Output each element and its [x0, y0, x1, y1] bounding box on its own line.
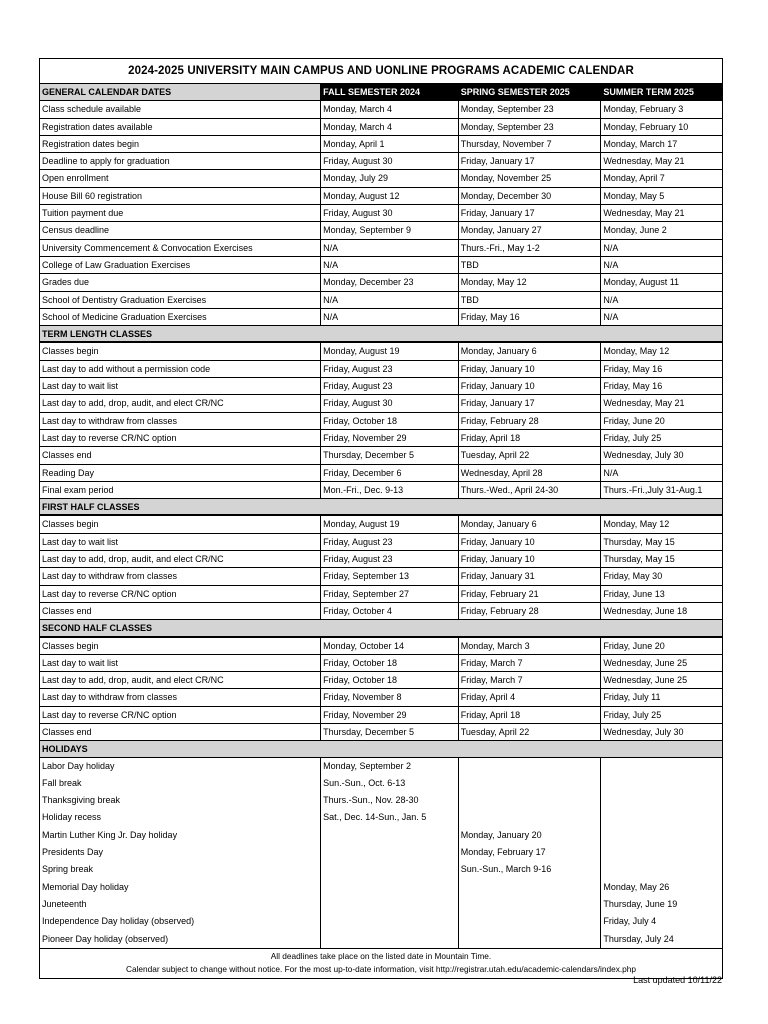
table-row [40, 931, 722, 948]
fall-date: Monday, August 19 [320, 515, 458, 532]
table-row [40, 567, 722, 584]
table-row [40, 360, 722, 377]
date-label: Last day to withdraw from classes [40, 412, 320, 429]
table-row [40, 100, 722, 117]
table-row [40, 342, 722, 359]
spring-date: Monday, March 3 [458, 637, 601, 654]
table-row [40, 446, 722, 463]
fall-date: Friday, August 30 [320, 204, 458, 221]
date-label: Registration dates begin [40, 135, 320, 152]
spring-date: TBD [458, 291, 601, 308]
fall-date: Thursday, December 5 [320, 446, 458, 463]
fall-date: Monday, March 4 [320, 100, 458, 117]
table-row [40, 204, 722, 221]
fall-date [320, 844, 458, 861]
fall-date [320, 879, 458, 896]
summer-date: Friday, June 13 [600, 585, 722, 602]
table-row [40, 550, 722, 567]
spring-date [458, 792, 601, 809]
fall-date: Friday, October 18 [320, 412, 458, 429]
fall-date: Monday, September 2 [320, 758, 458, 775]
spring-date: Tuesday, April 22 [458, 446, 601, 463]
date-label: Classes begin [40, 515, 320, 532]
spring-date: Thurs.-Fri., May 1-2 [458, 239, 601, 256]
spring-date: Friday, April 18 [458, 429, 601, 446]
table-row [40, 152, 722, 169]
summer-date [600, 844, 722, 861]
table-row [40, 533, 722, 550]
spring-date: Friday, April 4 [458, 688, 601, 705]
fall-date: Friday, October 4 [320, 602, 458, 619]
spring-date: Friday, April 18 [458, 706, 601, 723]
summer-date: Friday, June 20 [600, 412, 722, 429]
calendar-title: 2024-2025 UNIVERSITY MAIN CAMPUS AND UONLINE PROGRAMS ACADEMIC CALENDAR [128, 65, 634, 77]
summer-date: Monday, May 12 [600, 342, 722, 359]
spring-date: Friday, March 7 [458, 654, 601, 671]
summer-date: Thursday, June 19 [600, 896, 722, 913]
date-label: Last day to reverse CR/NC option [40, 706, 320, 723]
date-label: Deadline to apply for graduation [40, 152, 320, 169]
fall-date: Monday, August 12 [320, 187, 458, 204]
table-row [40, 585, 722, 602]
summer-date: N/A [600, 239, 722, 256]
fall-date: Monday, December 23 [320, 273, 458, 290]
date-label: Last day to add without a permission code [40, 360, 320, 377]
date-label: Fall break [42, 777, 82, 788]
date-label: Last day to wait list [40, 654, 320, 671]
table-row [40, 827, 722, 844]
table-row [40, 394, 722, 411]
summer-date: Friday, July 25 [600, 429, 722, 446]
date-label: Martin Luther King Jr. Day holiday [42, 829, 178, 840]
table-row [40, 464, 722, 481]
spring-date: Friday, February 28 [458, 412, 601, 429]
table-row [40, 256, 722, 273]
summer-date: Thursday, May 15 [600, 550, 722, 567]
date-label: Last day to wait list [40, 377, 320, 394]
date-label: Juneteenth [42, 898, 87, 909]
summer-date: Wednesday, May 21 [600, 204, 722, 221]
summer-date: Friday, May 16 [600, 360, 722, 377]
fall-date: Monday, October 14 [320, 637, 458, 654]
calendar-footer [40, 948, 722, 978]
summer-date: Friday, May 30 [600, 567, 722, 584]
header-fall-semester: FALL SEMESTER 2024 [320, 83, 458, 100]
summer-date: Monday, June 2 [600, 221, 722, 238]
spring-date: Monday, January 20 [458, 827, 601, 844]
summer-date: Monday, May 12 [600, 515, 722, 532]
date-label: Last day to add, drop, audit, and elect CR/NC [40, 671, 320, 688]
date-label: Memorial Day holiday [42, 881, 129, 892]
date-label: Registration dates available [40, 118, 320, 135]
summer-date: Monday, May 26 [600, 879, 722, 896]
table-row [40, 291, 722, 308]
table-row [40, 515, 722, 532]
section-header [40, 498, 722, 515]
fall-date: Friday, August 30 [320, 394, 458, 411]
summer-date: Thursday, May 15 [600, 533, 722, 550]
spring-date: Monday, January 27 [458, 221, 601, 238]
table-row [40, 135, 722, 152]
fall-date: Friday, August 23 [320, 550, 458, 567]
date-label: Last day to reverse CR/NC option [40, 429, 320, 446]
table-row [40, 775, 722, 792]
spring-date [458, 913, 601, 930]
fall-date [320, 861, 458, 878]
table-row [40, 688, 722, 705]
summer-date: Monday, August 11 [600, 273, 722, 290]
spring-date: Friday, January 10 [458, 533, 601, 550]
fall-date: Friday, November 8 [320, 688, 458, 705]
summer-date: Friday, May 16 [600, 377, 722, 394]
spring-date [458, 879, 601, 896]
fall-date: Monday, August 19 [320, 342, 458, 359]
date-label: Reading Day [40, 464, 320, 481]
header-spring-semester: SPRING SEMESTER 2025 [458, 83, 601, 100]
spring-date: Friday, January 10 [458, 377, 601, 394]
date-label: Final exam period [40, 481, 320, 498]
table-row [40, 377, 722, 394]
fall-date: N/A [320, 308, 458, 325]
spring-date: Monday, December 30 [458, 187, 601, 204]
summer-date: Monday, April 7 [600, 169, 722, 186]
fall-date: Thurs.-Sun., Nov. 28-30 [320, 792, 458, 809]
header-general-dates: GENERAL CALENDAR DATES [40, 83, 320, 100]
summer-date: Friday, July 11 [600, 688, 722, 705]
spring-date: Friday, January 17 [458, 152, 601, 169]
spring-date [458, 896, 601, 913]
date-label: Spring break [42, 864, 94, 875]
fall-date [320, 896, 458, 913]
section-title: SECOND HALF CLASSES [40, 619, 722, 636]
fall-date: Friday, September 27 [320, 585, 458, 602]
fall-date: Thursday, December 5 [320, 723, 458, 740]
spring-date: Friday, January 10 [458, 550, 601, 567]
date-label: Labor Day holiday [42, 760, 115, 771]
spring-date: Friday, February 21 [458, 585, 601, 602]
section-header [40, 740, 722, 757]
table-row [40, 429, 722, 446]
spring-date: Tuesday, April 22 [458, 723, 601, 740]
summer-date: N/A [600, 291, 722, 308]
table-row [40, 723, 722, 740]
fall-date: Mon.-Fri., Dec. 9-13 [320, 481, 458, 498]
date-label: College of Law Graduation Exercises [40, 256, 320, 273]
date-label: Open enrollment [40, 169, 320, 186]
summer-date: Monday, February 10 [600, 118, 722, 135]
fall-date: Sat., Dec. 14-Sun., Jan. 5 [320, 809, 458, 826]
summer-date: Wednesday, July 30 [600, 446, 722, 463]
spring-date: Thurs.-Wed., April 24-30 [458, 481, 601, 498]
table-row [40, 861, 722, 878]
spring-date: Friday, January 17 [458, 394, 601, 411]
table-row [40, 187, 722, 204]
date-label: Last day to withdraw from classes [40, 567, 320, 584]
spring-date: Monday, September 23 [458, 118, 601, 135]
date-label: Last day to add, drop, audit, and elect CR/NC [40, 394, 320, 411]
spring-date: Friday, February 28 [458, 602, 601, 619]
fall-date: Friday, November 29 [320, 706, 458, 723]
table-row [40, 758, 722, 775]
table-row [40, 896, 722, 913]
table-row [40, 809, 722, 826]
table-row [40, 273, 722, 290]
spring-date: Thursday, November 7 [458, 135, 601, 152]
summer-date: Wednesday, May 21 [600, 152, 722, 169]
header-summer-term: SUMMER TERM 2025 [600, 83, 722, 100]
date-label: Independence Day holiday (observed) [42, 916, 195, 927]
table-row [40, 118, 722, 135]
table-row [40, 913, 722, 930]
summer-date [600, 775, 722, 792]
fall-date: Friday, August 23 [320, 360, 458, 377]
fall-date: Monday, March 4 [320, 118, 458, 135]
summer-date [600, 758, 722, 775]
date-label: School of Medicine Graduation Exercises [40, 308, 320, 325]
summer-date [600, 809, 722, 826]
fall-date: Friday, August 23 [320, 533, 458, 550]
date-label: Classes end [40, 602, 320, 619]
spring-date: Monday, January 6 [458, 515, 601, 532]
fall-date: Monday, July 29 [320, 169, 458, 186]
date-label: Tuition payment due [40, 204, 320, 221]
fall-date [320, 913, 458, 930]
spring-date: Wednesday, April 28 [458, 464, 601, 481]
fall-date: Monday, April 1 [320, 135, 458, 152]
table-row [40, 308, 722, 325]
summer-date: Friday, July 4 [600, 913, 722, 930]
table-row [40, 792, 722, 809]
table-row [40, 169, 722, 186]
spring-date: Friday, January 17 [458, 204, 601, 221]
spring-date [458, 758, 601, 775]
date-label: Classes end [40, 446, 320, 463]
summer-date: Wednesday, June 25 [600, 654, 722, 671]
spring-date: Monday, September 23 [458, 100, 601, 117]
date-label: School of Dentistry Graduation Exercises [40, 291, 320, 308]
spring-date: Friday, March 7 [458, 671, 601, 688]
summer-date: Wednesday, June 25 [600, 671, 722, 688]
summer-date: Monday, February 3 [600, 100, 722, 117]
table-row [40, 844, 722, 861]
fall-date: Friday, October 18 [320, 671, 458, 688]
fall-date [320, 827, 458, 844]
table-row [40, 481, 722, 498]
column-header-row [40, 83, 722, 100]
date-label: Thanksgiving break [42, 795, 121, 806]
section-header [40, 325, 722, 342]
table-row [40, 239, 722, 256]
spring-date: Monday, November 25 [458, 169, 601, 186]
date-label: Presidents Day [42, 847, 104, 858]
summer-date [600, 792, 722, 809]
fall-date: N/A [320, 239, 458, 256]
last-updated: Last updated 10/11/22 [633, 975, 722, 985]
table-row [40, 412, 722, 429]
summer-date: Wednesday, May 21 [600, 394, 722, 411]
date-label: Last day to wait list [40, 533, 320, 550]
date-label: Last day to withdraw from classes [40, 688, 320, 705]
spring-date: Friday, May 16 [458, 308, 601, 325]
table-row [40, 706, 722, 723]
date-label: Classes begin [40, 637, 320, 654]
fall-date: Friday, November 29 [320, 429, 458, 446]
section-title: FIRST HALF CLASSES [40, 498, 722, 515]
spring-date: Friday, January 10 [458, 360, 601, 377]
spring-date: Friday, January 31 [458, 567, 601, 584]
section-header [40, 619, 722, 636]
date-label: House Bill 60 registration [40, 187, 320, 204]
date-label: Classes end [40, 723, 320, 740]
spring-date: Monday, May 12 [458, 273, 601, 290]
fall-date: N/A [320, 256, 458, 273]
table-row [40, 602, 722, 619]
table-row [40, 637, 722, 654]
date-label: Class schedule available [40, 100, 320, 117]
fall-date: Friday, September 13 [320, 567, 458, 584]
spring-date [458, 775, 601, 792]
summer-date: Thurs.-Fri.,July 31-Aug.1 [600, 481, 722, 498]
date-label: Last day to reverse CR/NC option [40, 585, 320, 602]
date-label: Census deadline [40, 221, 320, 238]
table-row [40, 221, 722, 238]
date-label: Pioneer Day holiday (observed) [42, 933, 169, 944]
section-title: HOLIDAYS [40, 740, 722, 757]
table-row [40, 671, 722, 688]
footer-timezone-note: All deadlines take place on the listed date in Mountain Time. [270, 950, 492, 961]
spring-date: Monday, February 17 [458, 844, 601, 861]
fall-date: N/A [320, 291, 458, 308]
date-label: Holiday recess [42, 812, 102, 823]
spring-date: Sun.-Sun., March 9-16 [458, 861, 601, 878]
section-title: TERM LENGTH CLASSES [40, 325, 722, 342]
summer-date: Monday, March 17 [600, 135, 722, 152]
date-label: Classes begin [40, 342, 320, 359]
date-label: University Commencement & Convocation Exercises [40, 239, 320, 256]
summer-date: Wednesday, June 18 [600, 602, 722, 619]
fall-date: Monday, September 9 [320, 221, 458, 238]
summer-date: Friday, July 25 [600, 706, 722, 723]
summer-date: Friday, June 20 [600, 637, 722, 654]
date-label: Last day to add, drop, audit, and elect CR/NC [40, 550, 320, 567]
summer-date: Thursday, July 24 [600, 931, 722, 948]
summer-date [600, 861, 722, 878]
summer-date: Monday, May 5 [600, 187, 722, 204]
calendar-body [40, 100, 722, 948]
spring-date: Monday, January 6 [458, 342, 601, 359]
spring-date [458, 931, 601, 948]
table-row [40, 654, 722, 671]
summer-date: N/A [600, 256, 722, 273]
fall-date: Sun.-Sun., Oct. 6-13 [320, 775, 458, 792]
fall-date [320, 931, 458, 948]
date-label: Grades due [40, 273, 320, 290]
table-row [40, 879, 722, 896]
fall-date: Friday, August 30 [320, 152, 458, 169]
fall-date: Friday, August 23 [320, 377, 458, 394]
spring-date: TBD [458, 256, 601, 273]
fall-date: Friday, October 18 [320, 654, 458, 671]
summer-date: Wednesday, July 30 [600, 723, 722, 740]
summer-date: N/A [600, 308, 722, 325]
summer-date [600, 827, 722, 844]
fall-date: Friday, December 6 [320, 464, 458, 481]
summer-date: N/A [600, 464, 722, 481]
academic-calendar-table [39, 58, 723, 979]
spring-date [458, 809, 601, 826]
footer-change-note: Calendar subject to change without notice. For the most up-to-date information, visit http://registrar.utah.edu/academic-calendars/index.php [125, 963, 637, 974]
